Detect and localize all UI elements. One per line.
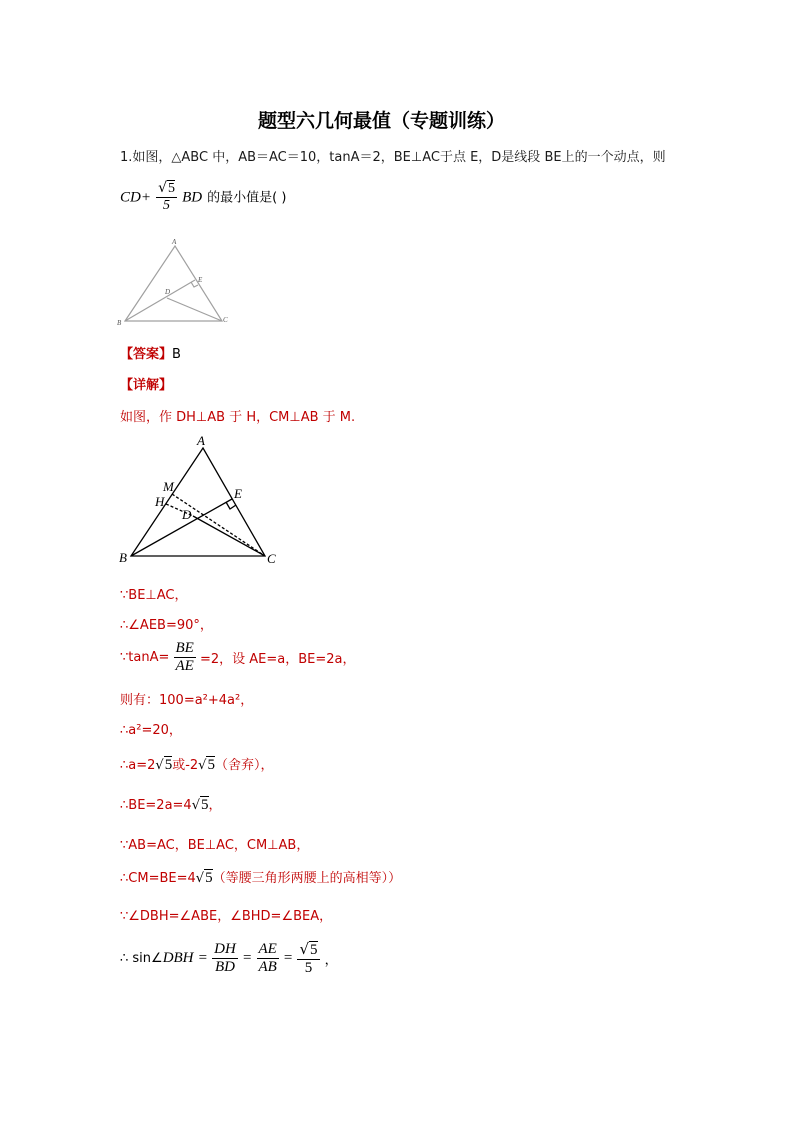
solution-step-10: ∵∠DBH=∠ABE，∠BHD=∠BEA， (120, 909, 333, 924)
solution-figure (115, 432, 285, 572)
answer-label: 【答案】 (120, 347, 173, 362)
s11-end: ， (324, 953, 338, 968)
solution-intro: 如图，作 DH⊥AB 于 H，CM⊥AB 于 M. (120, 410, 356, 425)
page-title: 题型六几何最值（专题训练） (258, 110, 506, 132)
s6-root1: 5 (164, 757, 173, 773)
segment-be (125, 280, 195, 321)
solution-step-1: ∵BE⊥AC， (120, 588, 188, 603)
s3-den: AE (175, 658, 194, 674)
expr-den: 5 (163, 198, 171, 213)
s3-pre: ∵tanA= (120, 650, 170, 665)
fig2-label-d: D (182, 507, 192, 522)
question-figure (115, 236, 235, 330)
expr-bd: BD (182, 189, 203, 206)
s6-c: 或-2 (172, 758, 199, 773)
fig2-label-h: H (155, 494, 165, 509)
solution-step-2: ∴∠AEB=90°， (120, 618, 213, 633)
expr-suffix: 的最小值是( ) (207, 190, 287, 206)
solution-step-7: ∴BE=2a=4√5， (120, 797, 222, 813)
expr-cd: CD+ (120, 189, 151, 206)
detail-label: 【详解】 (120, 378, 173, 393)
answer-value: B (172, 347, 181, 362)
solution-step-9: ∴CM=BE=4√5（等腰三角形两腰上的高相等）） (120, 870, 402, 886)
s11-frac2 (257, 941, 279, 976)
s11-n3: 5 (310, 942, 318, 958)
s11-b: DBH (162, 950, 194, 966)
solution-step-6: ∴a=2√5或-2√5（舍弃）， (120, 757, 274, 773)
s3-num: BE (175, 640, 194, 656)
solution-step-8: ∵AB=AC，BE⊥AC，CM⊥AB， (120, 838, 310, 853)
fig2-label-a: A (197, 433, 205, 448)
s11-n1: DH (214, 941, 236, 957)
s9-c: （等腰三角形两腰上的高相等）） (212, 871, 402, 886)
fig1-label-e: E (198, 276, 203, 284)
s3-fraction (174, 640, 196, 675)
question-expression (120, 180, 286, 214)
fig2-label-m: M (163, 479, 174, 494)
s11-d3: 5 (304, 960, 313, 976)
s11-eq1: = (198, 950, 208, 966)
fig1-label-d: D (165, 288, 171, 296)
solution-step-3 (120, 640, 356, 675)
expr-root: 5 (167, 181, 175, 196)
s6-root2: 5 (207, 757, 215, 773)
triangle-abc (125, 246, 222, 321)
s11-n2: AE (258, 941, 277, 957)
fig1-label-c: C (223, 316, 228, 324)
s11-frac1 (212, 941, 238, 976)
s11-d2: AB (258, 959, 277, 975)
s7-a: ∴BE=2a=4 (120, 798, 192, 813)
solution-step-5: ∴a²=20， (120, 723, 182, 738)
s6-a: ∴a=2 (120, 758, 156, 773)
s9-a: ∴CM=BE=4 (120, 871, 196, 886)
s9-root: 5 (205, 870, 213, 886)
s11-frac3: $\frac{√5}{5}$ (299, 940, 318, 976)
s11-eq2: = (242, 950, 252, 966)
question-text: 1.如图，△ABC 中，AB＝AC＝10，tanA＝2，BE⊥AC于点 E，D是线段 BE上的一个动点，则 (120, 150, 666, 165)
solution-step-4: 则有：100=a²+4a²， (120, 693, 254, 708)
s7-root: 5 (201, 797, 209, 813)
expr-fraction: $\frac{√5}{5}$ (158, 180, 175, 213)
fig1-label-a: A (172, 238, 177, 246)
fig1-label-b: B (117, 319, 122, 327)
solution-step-11 (120, 940, 338, 977)
s11-d1: BD (215, 959, 235, 975)
fig2-label-c: C (267, 551, 276, 566)
s11-a: ∴ sin∠ (120, 951, 163, 966)
segment-dc (167, 298, 222, 321)
fig2-label-b: B (119, 550, 127, 565)
right-angle-mark (191, 282, 198, 287)
s6-e: （舍弃）， (214, 758, 274, 773)
answer-line (120, 343, 181, 362)
s3-post: =2，设 AE=a，BE=2a， (199, 652, 356, 667)
fig2-label-e: E (234, 486, 242, 501)
s11-eq3: = (283, 950, 293, 966)
triangle-abc-2 (131, 448, 265, 556)
s7-c: ， (208, 798, 222, 813)
